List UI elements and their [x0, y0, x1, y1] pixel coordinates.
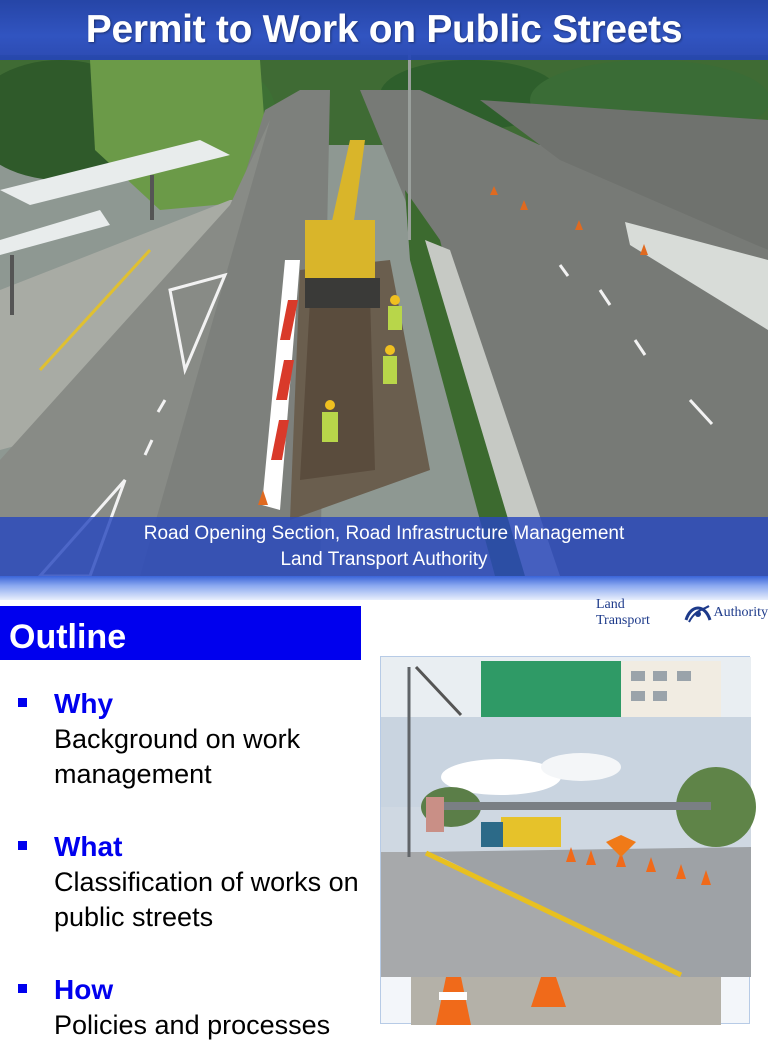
- lta-emblem-icon: [683, 600, 713, 626]
- outline-heading: Outline: [9, 618, 127, 656]
- outline-item-head: How: [54, 974, 114, 1005]
- logo-text-left: Land Transport: [596, 597, 650, 628]
- outline-slide: [0, 597, 768, 1040]
- outline-heading-bar: [0, 606, 361, 660]
- outline-item-desc: Background on work management: [54, 724, 301, 789]
- bullet-icon: [18, 698, 27, 707]
- outline-item-desc: Policies and processes: [54, 1010, 331, 1040]
- subtitle-line-1: Road Opening Section, Road Infrastructure Management: [143, 523, 625, 544]
- subtitle-line-2: Land Transport Authority: [280, 549, 488, 570]
- lta-logo: [596, 596, 768, 630]
- slide-title: Permit to Work on Public Streets: [85, 8, 683, 51]
- outline-item-desc: Classification of works on public streets: [54, 867, 359, 932]
- logo-text-right: Authority: [713, 605, 768, 620]
- bullet-icon: [18, 984, 27, 993]
- outline-item-head: What: [54, 831, 123, 862]
- roadworks-photo-collage: [380, 656, 750, 1024]
- outline-item-head: Why: [54, 688, 114, 719]
- bullet-icon: [18, 841, 27, 850]
- site-photo: [381, 657, 751, 1025]
